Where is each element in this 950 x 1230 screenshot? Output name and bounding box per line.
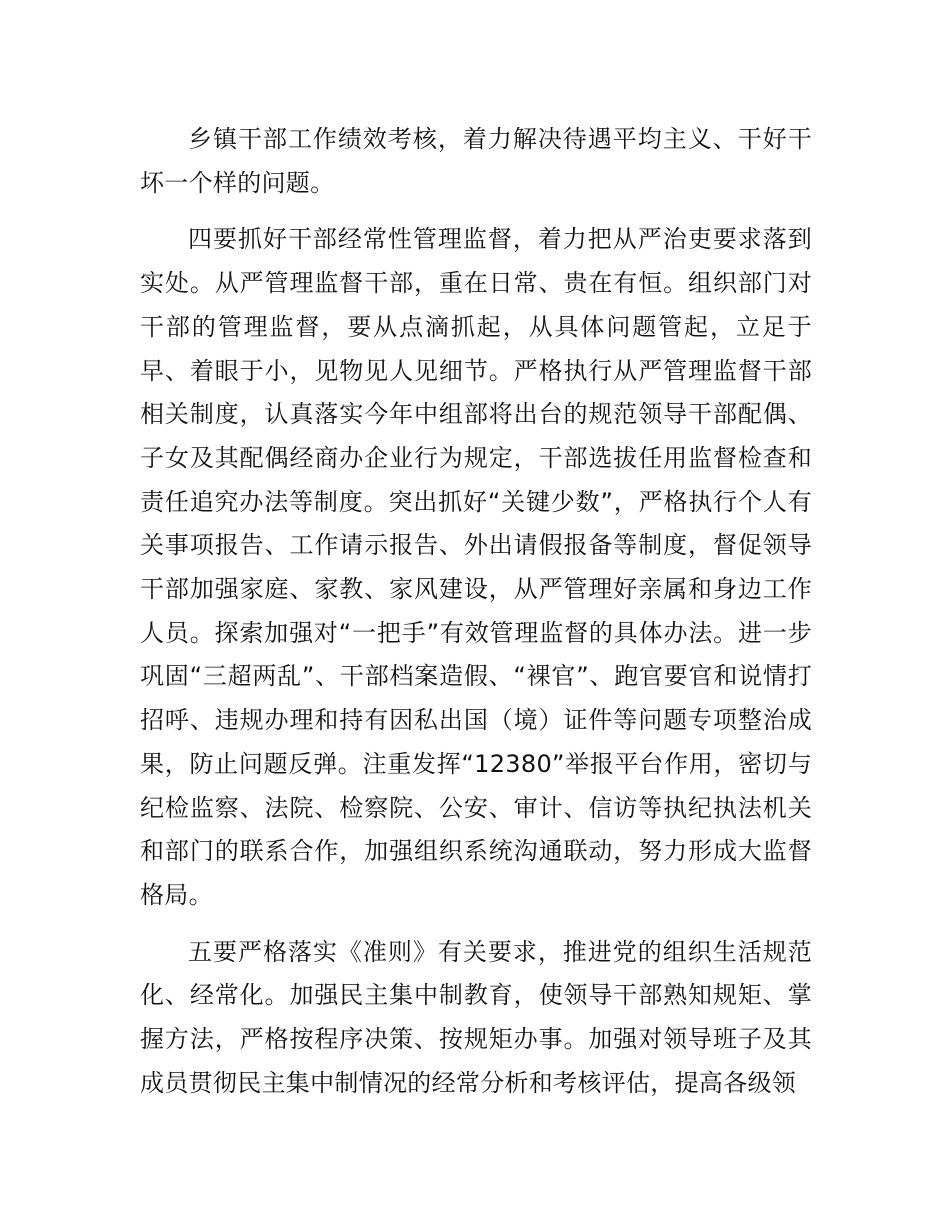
paragraph-3: 五要严格落实《准则》有关要求，推进党的组织生活规范化、经常化。加强民主集中制教育，使领导干部熟知规矩、掌握方法，严格按程序决策、按规矩办事。加强对领导班子及其成员贯彻民主集中制情况的经常分析和考核评估，提高各级领 (140, 937, 812, 1097)
document-body (140, 118, 812, 1105)
paragraph-2: 四要抓好干部经常性管理监督，着力把从严治吏要求落到实处。从严管理监督干部，重在日常、贵在有恒。组织部门对干部的管理监督，要从点滴抓起，从具体问题管起，立足于早、着眼于小，见物见人见细节。严格执行从严管理监督干部相关制度，认真落实今年中组部将出台的规范领导干部配偶、子女及其配偶经商办企业行为规定，干部选拔任用监督检查和责任追究办法等制度。突出抓好“关键少数”，严格执行个人有关事项报告、工作请示报告、外出请假报备等制度，督促领导干部加强家庭、家教、家风建设，从严管理好亲属和身边工作人员。探索加强对“一把手”有效管理监督的具体办法。进一步巩固“三超两乱”、干部档案造假、“裸官”、跑官要官和说情打招呼、违规办理和持有因私出国（境）证件等问题专项整治成果，防止问题反弹。注重发挥“12380”举报平台作用，密切与纪检监察、法院、检察院、公安、审计、信访等执纪执法机关和部门的联系合作，加强组织系统沟通联动，努力形成大监督格局。 (140, 225, 812, 909)
paragraph-1: 乡镇干部工作绩效考核，着力解决待遇平均主义、干好干坏一个样的问题。 (140, 125, 812, 197)
